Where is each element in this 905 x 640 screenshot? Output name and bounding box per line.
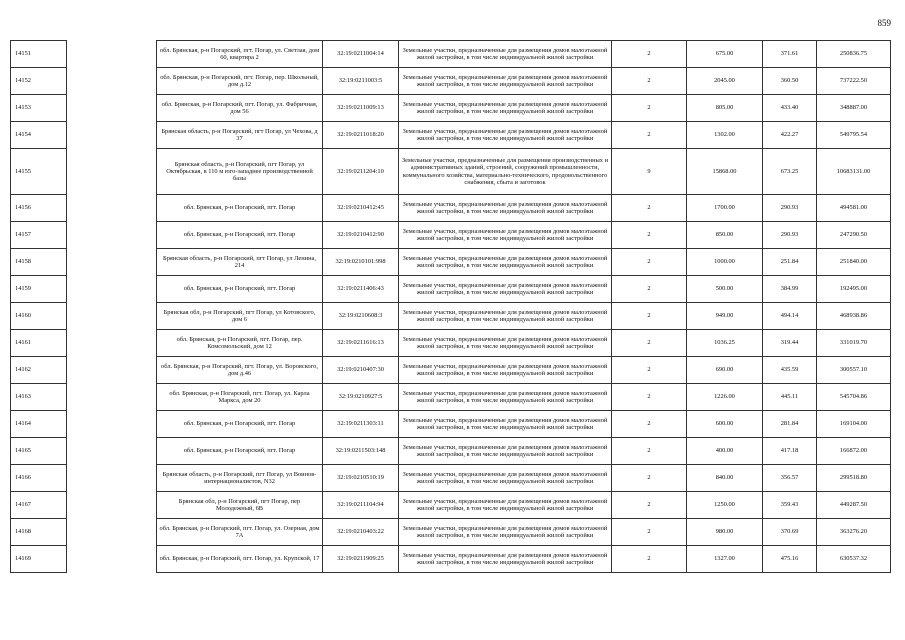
unit-value-cell: 356.57: [763, 465, 817, 492]
address-cell: обл. Брянская, р-н Погарский, пгт. Погар, ул. Светлая, дом 60, квартира 2: [157, 41, 323, 68]
row-id: 14156: [11, 195, 67, 222]
cadastral-number-cell: 32:19:0211018:20: [323, 122, 399, 149]
unit-value-cell: 360.50: [763, 68, 817, 95]
spacer-cell: [67, 249, 157, 276]
unit-value-cell: 319.44: [763, 330, 817, 357]
category-code-cell: 2: [612, 465, 687, 492]
category-code-cell: 9: [612, 149, 687, 195]
unit-value-cell: 422.27: [763, 122, 817, 149]
address-cell: обл. Брянская, р-н Погарский, пгт. Погар, ул. Крупской, 17: [157, 546, 323, 573]
category-code-cell: 2: [612, 41, 687, 68]
address-cell: обл. Брянская, р-н Погарский, пгт. Погар, пер. Комсомольский, дом 12: [157, 330, 323, 357]
area-cell: 840.00: [687, 465, 763, 492]
cadastral-number-cell: 32:19:0210403:22: [323, 519, 399, 546]
spacer-cell: [67, 546, 157, 573]
category-code-cell: 2: [612, 122, 687, 149]
category-code-cell: 2: [612, 384, 687, 411]
address-cell: обл. Брянская, р-н Погарский, пгт. Погар, ул. Воровского, дом д.46: [157, 357, 323, 384]
land-use-cell: Земельные участки, предназначенные для размещения домов малоэтажной жилой застройки, в том числе индивидуальной жилой застройки: [399, 357, 612, 384]
spacer-cell: [67, 68, 157, 95]
table-row: [11, 276, 891, 303]
cadastral-number-cell: 32:19:0211009:13: [323, 95, 399, 122]
address-cell: обл. Брянская, р-н Погарский, пгт. Погар, ул. Фабричная, дом 56: [157, 95, 323, 122]
row-id: 14163: [11, 384, 67, 411]
cadastral-number-cell: 32:19:0210412:45: [323, 195, 399, 222]
spacer-cell: [67, 149, 157, 195]
table-row: [11, 411, 891, 438]
area-cell: 1327.00: [687, 546, 763, 573]
area-cell: 500.00: [687, 276, 763, 303]
area-cell: 850.00: [687, 222, 763, 249]
table-row: [11, 519, 891, 546]
unit-value-cell: 417.18: [763, 438, 817, 465]
address-cell: обл. Брянская, р-н Погарский, пгт. Погар: [157, 411, 323, 438]
cadastral-number-cell: 32:19:0211303:11: [323, 411, 399, 438]
land-use-cell: Земельные участки, предназначенные для размещения домов малоэтажной жилой застройки, в том числе индивидуальной жилой застройки: [399, 465, 612, 492]
table-row: [11, 222, 891, 249]
unit-value-cell: 475.16: [763, 546, 817, 573]
address-cell: обл. Брянская, р-н Погарский, пгт. Погар, ул. Озерная, дом 7А: [157, 519, 323, 546]
cadastral-number-cell: 32:19:0211909:25: [323, 546, 399, 573]
table-row: [11, 195, 891, 222]
address-cell: обл. Брянская, р-н Погарский, пгт. Погар, ул. Карла Маркса, дом 20: [157, 384, 323, 411]
spacer-cell: [67, 438, 157, 465]
table-row: [11, 330, 891, 357]
address-cell: Брянская обл, р-н Погарский, пгт Погар, пер Молодежный, 6В: [157, 492, 323, 519]
cadastral-value-cell: 299518.80: [817, 465, 891, 492]
area-cell: 2045.00: [687, 68, 763, 95]
spacer-cell: [67, 330, 157, 357]
unit-value-cell: 445.11: [763, 384, 817, 411]
row-id: 14160: [11, 303, 67, 330]
table-row: [11, 438, 891, 465]
cadastral-value-cell: 348887.00: [817, 95, 891, 122]
category-code-cell: 2: [612, 303, 687, 330]
row-id: 14162: [11, 357, 67, 384]
area-cell: 980.00: [687, 519, 763, 546]
cadastral-number-cell: 32:19:0211104:94: [323, 492, 399, 519]
area-cell: 15868.00: [687, 149, 763, 195]
spacer-cell: [67, 41, 157, 68]
unit-value-cell: 494.14: [763, 303, 817, 330]
unit-value-cell: 371.61: [763, 41, 817, 68]
land-use-cell: Земельные участки, предназначенные для размещения домов малоэтажной жилой застройки, в том числе индивидуальной жилой застройки: [399, 276, 612, 303]
row-id: 14158: [11, 249, 67, 276]
land-use-cell: Земельные участки, предназначенные для размещения домов малоэтажной жилой застройки, в том числе индивидуальной жилой застройки: [399, 95, 612, 122]
category-code-cell: 2: [612, 357, 687, 384]
cadastral-number-cell: 32:19:0210510:19: [323, 465, 399, 492]
land-use-cell: Земельные участки, предназначенные для размещения домов малоэтажной жилой застройки, в том числе индивидуальной жилой застройки: [399, 249, 612, 276]
cadastral-value-cell: 449287.50: [817, 492, 891, 519]
area-cell: 690.00: [687, 357, 763, 384]
cadastral-number-cell: 32:19:0211204:10: [323, 149, 399, 195]
cadastral-number-cell: 32:19:0211616:13: [323, 330, 399, 357]
cadastral-number-cell: 32:19:0210608:3: [323, 303, 399, 330]
area-cell: 1700.00: [687, 195, 763, 222]
spacer-cell: [67, 465, 157, 492]
area-cell: 1036.25: [687, 330, 763, 357]
category-code-cell: 2: [612, 330, 687, 357]
row-id: 14152: [11, 68, 67, 95]
unit-value-cell: 281.84: [763, 411, 817, 438]
cadastral-value-cell: 169104.00: [817, 411, 891, 438]
row-id: 14165: [11, 438, 67, 465]
land-use-cell: Земельные участки, предназначенные для размещения домов малоэтажной жилой застройки, в том числе индивидуальной жилой застройки: [399, 492, 612, 519]
cadastral-value-cell: 166872.00: [817, 438, 891, 465]
cadastral-number-cell: 32:19:0211003:5: [323, 68, 399, 95]
address-cell: обл. Брянская, р-н Погарский, пгт. Погар: [157, 195, 323, 222]
row-id: 14154: [11, 122, 67, 149]
unit-value-cell: 359.43: [763, 492, 817, 519]
area-cell: 675.00: [687, 41, 763, 68]
land-use-cell: Земельные участки, предназначенные для размещения домов малоэтажной жилой застройки, в том числе индивидуальной жилой застройки: [399, 411, 612, 438]
table-row: [11, 492, 891, 519]
table-row: [11, 546, 891, 573]
category-code-cell: 2: [612, 492, 687, 519]
land-use-cell: Земельные участки, предназначенные для размещения домов малоэтажной жилой застройки, в том числе индивидуальной жилой застройки: [399, 41, 612, 68]
table-row: [11, 249, 891, 276]
spacer-cell: [67, 384, 157, 411]
area-cell: 1302.00: [687, 122, 763, 149]
table-row: [11, 122, 891, 149]
table-body: [11, 41, 891, 573]
unit-value-cell: 384.99: [763, 276, 817, 303]
cadastral-value-cell: 494581.00: [817, 195, 891, 222]
address-cell: Брянская обл, р-н Погарский, пгт Погар, ул Котовского, дом 6: [157, 303, 323, 330]
row-id: 14157: [11, 222, 67, 249]
cadastral-value-cell: 545704.86: [817, 384, 891, 411]
unit-value-cell: 673.25: [763, 149, 817, 195]
table-row: [11, 68, 891, 95]
area-cell: 400.00: [687, 438, 763, 465]
cadastral-value-cell: 250836.75: [817, 41, 891, 68]
row-id: 14155: [11, 149, 67, 195]
cadastral-value-cell: 10683131.00: [817, 149, 891, 195]
land-use-cell: Земельные участки, предназначенные для размещения домов малоэтажной жилой застройки, в том числе индивидуальной жилой застройки: [399, 519, 612, 546]
spacer-cell: [67, 303, 157, 330]
category-code-cell: 2: [612, 438, 687, 465]
spacer-cell: [67, 276, 157, 303]
land-use-cell: Земельные участки, предназначенные для размещения домов малоэтажной жилой застройки, в том числе индивидуальной жилой застройки: [399, 68, 612, 95]
unit-value-cell: 435.59: [763, 357, 817, 384]
row-id: 14169: [11, 546, 67, 573]
land-use-cell: Земельные участки, предназначенные для размещения домов малоэтажной жилой застройки, в том числе индивидуальной жилой застройки: [399, 330, 612, 357]
category-code-cell: 2: [612, 276, 687, 303]
land-use-cell: Земельные участки, предназначенные для размещения домов малоэтажной жилой застройки, в том числе индивидуальной жилой застройки: [399, 122, 612, 149]
cadastral-number-cell: 32:19:0211004:14: [323, 41, 399, 68]
land-use-cell: Земельные участки, предназначенные для размещения производственных и административных зданий, строений, сооружений промышленности, коммунального хозяйства, материально-технического, продовольственного снабжения, сбыта и заготовок: [399, 149, 612, 195]
spacer-cell: [67, 195, 157, 222]
cadastral-value-cell: 331019.70: [817, 330, 891, 357]
spacer-cell: [67, 519, 157, 546]
area-cell: 1000.00: [687, 249, 763, 276]
land-use-cell: Земельные участки, предназначенные для размещения домов малоэтажной жилой застройки, в том числе индивидуальной жилой застройки: [399, 195, 612, 222]
unit-value-cell: 290.93: [763, 195, 817, 222]
area-cell: 949.00: [687, 303, 763, 330]
spacer-cell: [67, 492, 157, 519]
row-id: 14164: [11, 411, 67, 438]
category-code-cell: 2: [612, 195, 687, 222]
unit-value-cell: 251.84: [763, 249, 817, 276]
land-use-cell: Земельные участки, предназначенные для размещения домов малоэтажной жилой застройки, в том числе индивидуальной жилой застройки: [399, 438, 612, 465]
table-row: [11, 41, 891, 68]
page-number: 859: [877, 18, 891, 28]
land-use-cell: Земельные участки, предназначенные для размещения домов малоэтажной жилой застройки, в том числе индивидуальной жилой застройки: [399, 303, 612, 330]
address-cell: обл. Брянская, р-н Погарский, пгт. Погар, пер. Школьный, дом д.12: [157, 68, 323, 95]
cadastral-value-cell: 737222.50: [817, 68, 891, 95]
cadastral-value-cell: 300557.10: [817, 357, 891, 384]
spacer-cell: [67, 357, 157, 384]
table-row: [11, 149, 891, 195]
row-id: 14166: [11, 465, 67, 492]
row-id: 14151: [11, 41, 67, 68]
spacer-cell: [67, 122, 157, 149]
category-code-cell: 2: [612, 546, 687, 573]
row-id: 14159: [11, 276, 67, 303]
cadastral-value-cell: 363276.20: [817, 519, 891, 546]
spacer-cell: [67, 411, 157, 438]
land-use-cell: Земельные участки, предназначенные для размещения домов малоэтажной жилой застройки, в том числе индивидуальной жилой застройки: [399, 384, 612, 411]
spacer-cell: [67, 95, 157, 122]
category-code-cell: 2: [612, 68, 687, 95]
cadastral-value-cell: 549795.54: [817, 122, 891, 149]
table-row: [11, 303, 891, 330]
cadastral-value-cell: 468938.86: [817, 303, 891, 330]
category-code-cell: 2: [612, 95, 687, 122]
table-row: [11, 357, 891, 384]
cadastral-value-cell: 251840.00: [817, 249, 891, 276]
area-cell: 805.00: [687, 95, 763, 122]
row-id: 14153: [11, 95, 67, 122]
cadastral-number-cell: 32:19:0210101:998: [323, 249, 399, 276]
cadastral-number-cell: 32:19:0210412:90: [323, 222, 399, 249]
area-cell: 600.00: [687, 411, 763, 438]
cadastral-value-cell: 630537.32: [817, 546, 891, 573]
cadastral-number-cell: 32:19:0210927:5: [323, 384, 399, 411]
address-cell: Брянская область, р-н Погарский, пгт Погар, ул Ленина, 214: [157, 249, 323, 276]
unit-value-cell: 370.69: [763, 519, 817, 546]
address-cell: Брянская область, р-н Погарский, пгт Погар, ул Воинов-интернационалистов, N32: [157, 465, 323, 492]
address-cell: Брянская область, р-н Погарский, пгт Погар, ул Октябрьская, в 110 м юго-западнее производственной базы: [157, 149, 323, 195]
category-code-cell: 2: [612, 222, 687, 249]
unit-value-cell: 433.40: [763, 95, 817, 122]
category-code-cell: 2: [612, 519, 687, 546]
category-code-cell: 2: [612, 411, 687, 438]
address-cell: обл. Брянская, р-н Погарский, пгт. Погар: [157, 276, 323, 303]
table-row: [11, 95, 891, 122]
row-id: 14167: [11, 492, 67, 519]
area-cell: 1250.00: [687, 492, 763, 519]
category-code-cell: 2: [612, 249, 687, 276]
address-cell: обл. Брянская, р-н Погарский, пгт. Погар: [157, 222, 323, 249]
table-row: [11, 465, 891, 492]
address-cell: обл. Брянская, р-н Погарский, пгт. Погар: [157, 438, 323, 465]
row-id: 14168: [11, 519, 67, 546]
cadastral-value-cell: 192495.00: [817, 276, 891, 303]
cadastral-number-cell: 32:19:0210407:30: [323, 357, 399, 384]
spacer-cell: [67, 222, 157, 249]
address-cell: Брянская область, р-н Погарский, пгт Погар, ул Чехова, д 37: [157, 122, 323, 149]
land-use-cell: Земельные участки, предназначенные для размещения домов малоэтажной жилой застройки, в том числе индивидуальной жилой застройки: [399, 546, 612, 573]
row-id: 14161: [11, 330, 67, 357]
cadastral-number-cell: 32:19:0211406:43: [323, 276, 399, 303]
table-row: [11, 384, 891, 411]
unit-value-cell: 290.93: [763, 222, 817, 249]
cadastral-value-cell: 247290.50: [817, 222, 891, 249]
area-cell: 1226.00: [687, 384, 763, 411]
cadastral-number-cell: 32:19:0211503:148: [323, 438, 399, 465]
land-use-cell: Земельные участки, предназначенные для размещения домов малоэтажной жилой застройки, в том числе индивидуальной жилой застройки: [399, 222, 612, 249]
land-registry-table: [10, 40, 891, 573]
